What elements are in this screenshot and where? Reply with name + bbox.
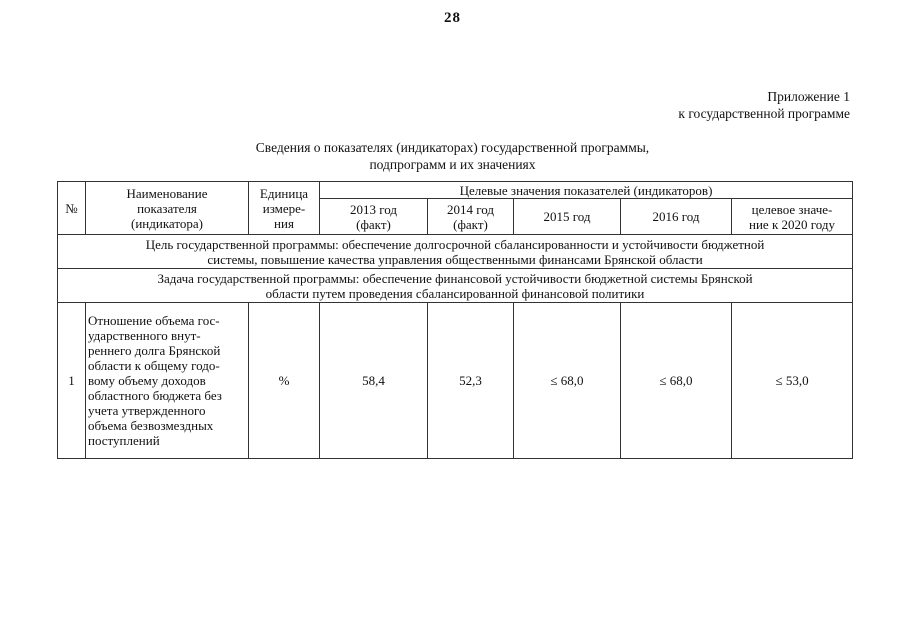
document-title	[0, 139, 905, 173]
appendix-line-2: к государственной программе	[678, 106, 850, 121]
table-row	[58, 303, 853, 459]
row-number: 1	[58, 303, 86, 459]
value-2020-target: ≤ 53,0	[732, 303, 853, 459]
appendix-line-1: Приложение 1	[767, 89, 850, 104]
value-2013: 58,4	[320, 303, 428, 459]
header-2013-line-2: (факт)	[356, 216, 391, 232]
header-target-values: Целевые значения показателей (индикаторов)	[320, 182, 853, 199]
header-name-line-1: Наименование	[126, 185, 208, 201]
header-year-2015: 2015 год	[514, 199, 621, 235]
title-line-2: подпрограмм и их значениях	[369, 157, 536, 172]
indicator-name-line: Отношение объема гос-	[88, 313, 220, 328]
indicator-name	[86, 303, 249, 459]
program-goal-line-1: Цель государственной программы: обеспечение долгосрочной сбалансированности и устойчивости бюджетной	[145, 236, 765, 252]
indicator-name-line: области к общему годо-	[88, 358, 220, 373]
header-unit-line-3: ния	[274, 215, 294, 231]
indicator-name-line: вому объему доходов	[88, 373, 206, 388]
header-indicator-name	[86, 182, 249, 235]
header-name-line-2: показателя	[137, 200, 197, 216]
header-unit-line-1: Единица	[259, 185, 309, 201]
indicator-name-line: объема безвозмездных	[88, 418, 214, 433]
header-2014-line-2: (факт)	[453, 216, 488, 232]
program-task-line-2: области путем проведения сбалансированной финансовой политики	[265, 285, 645, 301]
indicator-name-line: учета утвержденного	[88, 403, 206, 418]
indicators-table	[57, 181, 853, 459]
program-task	[58, 269, 853, 303]
value-2015: ≤ 68,0	[514, 303, 621, 459]
indicator-name-line: областного бюджета без	[88, 388, 222, 403]
indicator-name-line: ударственного внут-	[88, 328, 201, 343]
header-number: №	[58, 182, 86, 235]
program-task-line-1: Задача государственной программы: обеспечение финансовой устойчивости бюджетной системы Брянской	[157, 270, 753, 286]
header-2013-line-1: 2013 год	[350, 201, 397, 217]
program-goal-line-2: системы, повышение качества управления общественными финансами Брянской области	[207, 251, 703, 267]
header-2020-line-2: ние к 2020 году	[749, 216, 836, 232]
header-unit-line-2: измере-	[262, 200, 306, 216]
header-year-2016: 2016 год	[621, 199, 732, 235]
title-line-1: Сведения о показателях (индикаторах) государственной программы,	[255, 140, 650, 155]
program-goal-row	[58, 235, 853, 269]
program-goal	[58, 235, 853, 269]
indicator-name-line: поступлений	[88, 433, 160, 448]
header-unit	[249, 182, 320, 235]
header-year-2014	[428, 199, 514, 235]
header-target-2020	[732, 199, 853, 235]
unit-value: %	[249, 303, 320, 459]
header-year-2013	[320, 199, 428, 235]
value-2014: 52,3	[428, 303, 514, 459]
indicator-name-line: реннего долга Брянской	[88, 343, 221, 358]
program-task-row	[58, 269, 853, 303]
header-row-1	[58, 182, 853, 199]
appendix-reference	[678, 88, 850, 122]
value-2016: ≤ 68,0	[621, 303, 732, 459]
header-2020-line-1: целевое значе-	[751, 201, 833, 217]
header-name-line-3: (индикатора)	[131, 215, 203, 231]
page-number: 28	[444, 10, 461, 26]
header-2014-line-1: 2014 год	[447, 201, 494, 217]
